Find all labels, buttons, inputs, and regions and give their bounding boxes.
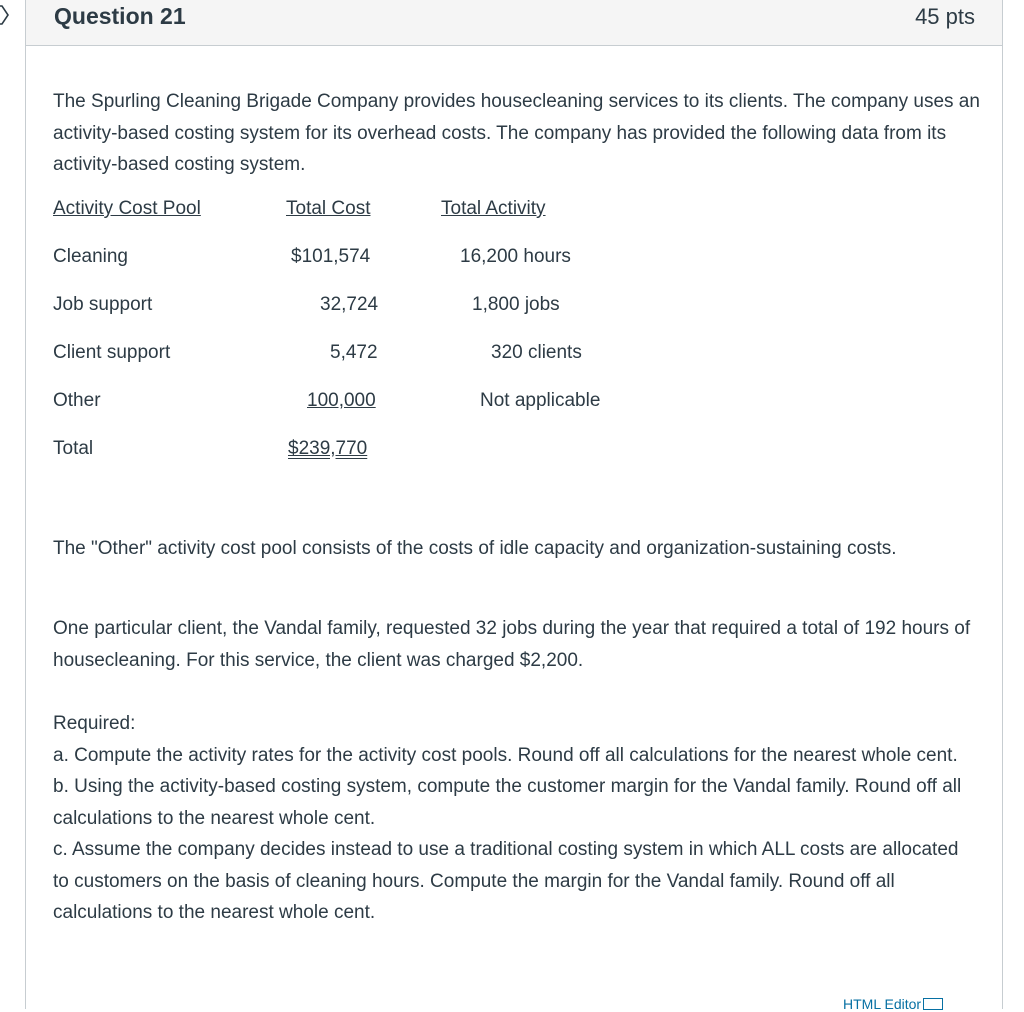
other-pool-explanation: The "Other" activity cost pool consists of the costs of idle capacity and organization-sustaining costs. [53,538,897,559]
table-row-pool: Cleaning [53,246,128,267]
table-row-activity: Not applicable [480,390,601,411]
table-header-activity: Total Activity [441,198,546,219]
required-heading: Required: [53,713,136,734]
required-item-a: a. Compute the activity rates for the activity cost pools. Round off all calculations for the nearest whole cent. [53,744,958,766]
question-header [26,0,1002,46]
table-row-cost: 5,472 [330,342,378,363]
html-editor-link[interactable] [843,996,943,1012]
table-row-cost: $101,574 [291,246,371,267]
table-row-cost: 100,000 [307,390,376,411]
html-editor-label: HTML Editor [843,996,922,1012]
table-row-cost: $239,770 [288,438,368,459]
table-row-activity: 320 clients [491,342,582,363]
table-row-pool: Total [53,438,94,459]
required-item-b: b. Using the activity-based costing system, compute the customer margin for the Vandal family. Round off all calculations to the nearest whole cent. [53,776,962,829]
question-intro: The Spurling Cleaning Brigade Company provides housecleaning services to its clients. The company uses an activity-based costing system for its overhead costs. The company has provided the following data from its activity-based costing system. [53,91,980,175]
required-item-c: c. Assume the company decides instead to use a traditional costing system in which ALL costs are allocated to customers on the basis of cleaning hours. Compute the margin for the Vandal family. Round off all calculations to the nearest whole cent. [53,839,959,923]
table-header-cost: Total Cost [286,198,371,219]
question-title: Question 21 [54,3,186,29]
table-row-activity: 16,200 hours [460,246,571,267]
table-row-pool: Other [53,390,101,411]
table-row-activity: 1,800 jobs [472,294,560,315]
collapse-arrow-icon[interactable] [0,4,10,26]
table-header-pool: Activity Cost Pool [53,198,201,219]
required-section [53,708,973,929]
table-row-pool: Job support [53,294,153,315]
vandal-family-scenario: One particular client, the Vandal family, requested 32 jobs during the year that required a total of 192 hours of housecleaning. For this service, the client was charged $2,200. [53,618,971,671]
question-points: 45 pts [915,4,975,29]
table-row-pool: Client support [53,342,171,363]
table-row-cost: 32,724 [320,294,379,315]
keyboard-icon [923,998,943,1010]
